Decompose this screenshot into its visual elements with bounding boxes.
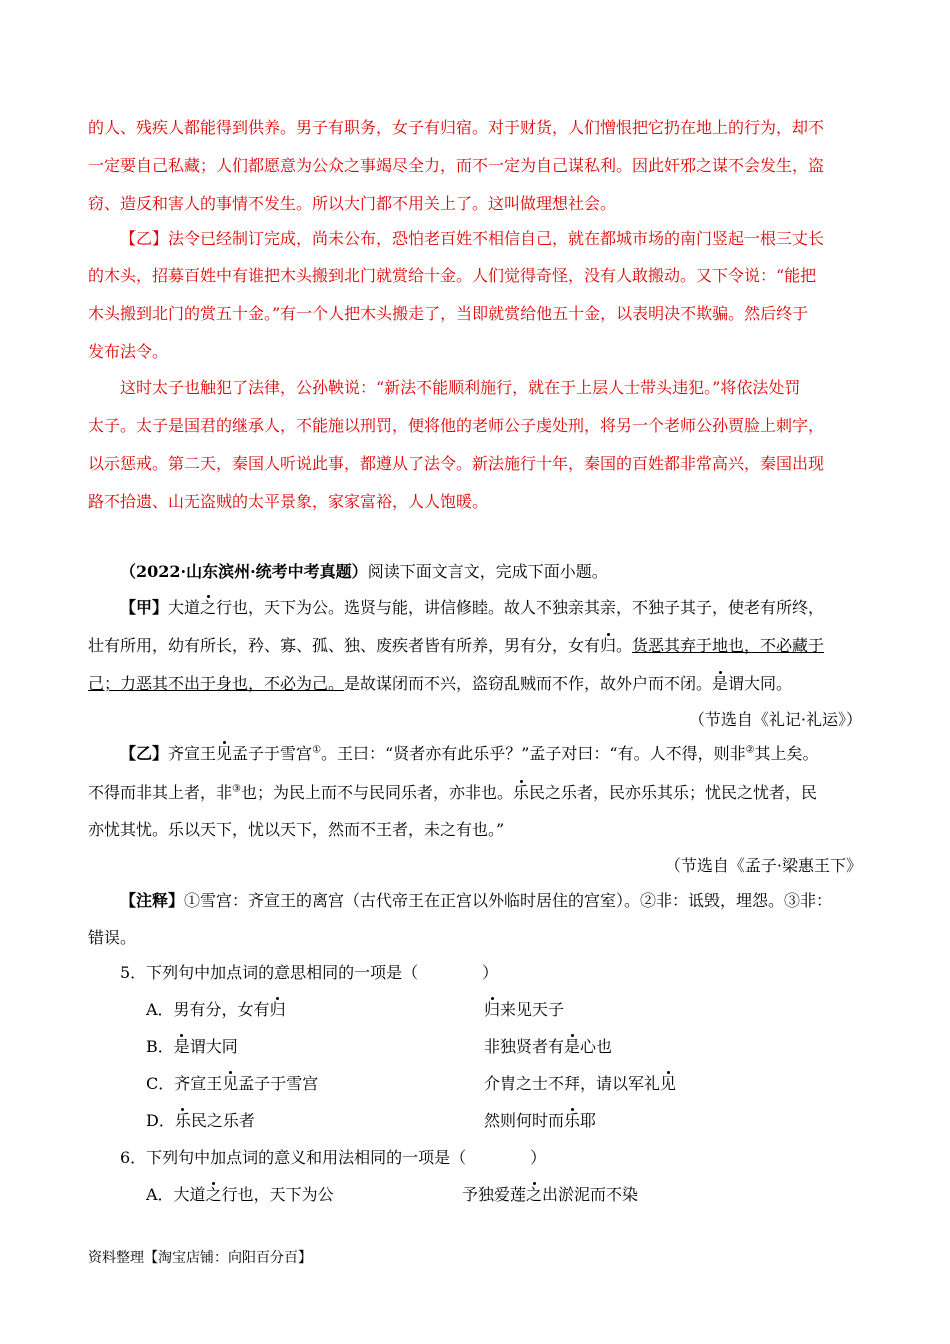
jia-line-2: 壮有所用，幼有所长，矜、寡、孤、独、废疾者皆有所养，男有分，女有归。货恶其弃于地也，不必藏于 [88, 636, 825, 655]
dotted-word: 之 [200, 598, 217, 617]
q5-option-a-right: 归来见天子 [484, 1000, 565, 1019]
translation-line: 太子。太子是国君的继承人，不能施以刑罚，便将他的老师公子虔处刑，将另一个老师公孙贾脸上刺字， [88, 416, 825, 435]
translation-line: 发布法令。 [88, 342, 169, 361]
page-footer: 资料整理【淘宝店铺：向阳百分百】 [88, 1250, 312, 1266]
dotted-word: 是 [712, 674, 729, 693]
jia-line-1: 【甲】大道之行也，天下为公。选贤与能，讲信修睦。故人不独亲其亲，不独子其子，使老有所终， [120, 598, 825, 617]
q5-option-d-right: 然则何时而乐耶 [484, 1111, 597, 1130]
translation-line: 一定要自己私藏；人们都愿意为公众之事竭尽全力，而不一定为自己谋私利。因此奸邪之谋不会发生，盗 [88, 156, 825, 175]
dotted-word: 乐 [513, 783, 530, 802]
q5-option-b-right: 非独贤者有是心也 [484, 1037, 613, 1056]
question-header [120, 562, 608, 582]
q5-option-c[interactable]: C．齐宣王见孟子于雪宫 [146, 1074, 319, 1093]
dotted-word: 见 [216, 744, 233, 763]
dotted-word: 归 [600, 636, 617, 655]
yi-line-1: 【乙】齐宣王见孟子于雪宫①。王曰：“贤者亦有此乐乎？”孟子对曰：“有。人不得，则非②其上矣。 [120, 744, 819, 763]
jia-source: （节选自《礼记·礼运》） [688, 710, 862, 729]
translation-line: 窃、造反和害人的事情不发生。所以大门都不用关上了。这叫做理想社会。 [88, 194, 617, 213]
q6-option-a[interactable]: A．大道之行也，天下为公 [146, 1185, 334, 1204]
q6-option-a-right: 予独爱莲之出淤泥而不染 [462, 1185, 639, 1204]
translation-line: 木头搬到北门的赏五十金。”有一个人把木头搬走了，当即就赏给他五十金，以表明决不欺骗。然后终于 [88, 304, 809, 323]
translation-line: 这时太子也触犯了法律，公孙鞅说：“新法不能顺利施行，就在于上层人士带头违犯。”将依法处罚 [120, 378, 801, 397]
yi-line-2: 不得而非其上者，非③也；为民上而不与民同乐者，亦非也。乐民之乐者，民亦乐其乐；忧民之忧者，民 [88, 783, 818, 802]
q5-option-b[interactable]: B．是谓大同 [146, 1037, 238, 1056]
yi-line-3: 亦忧其忧。乐以天下，忧以天下，然而不王者，未之有也。” [88, 820, 505, 839]
translation-line: 以示惩戒。第二天，秦国人听说此事，都遵从了法令。新法施行十年，秦国的百姓都非常高兴，秦国出现 [88, 454, 825, 473]
q5-option-a[interactable]: A．男有分，女有归 [146, 1000, 286, 1019]
translation-line: 路不拾遗、山无盗贼的太平景象，家家富裕，人人饱暖。 [88, 492, 489, 511]
instruction: 阅读下面文言文，完成下面小题。 [367, 562, 608, 581]
yi-source: （节选自《孟子·梁惠王下》 [664, 856, 862, 875]
underlined-text: 己；力恶其不出于身也，不必为己。 [88, 674, 345, 693]
q5-option-d[interactable]: D．乐民之乐者 [146, 1111, 255, 1130]
jia-line-3: 己；力恶其不出于身也，不必为己。是故谋闭而不兴，盗窃乱贼而不作，故外户而不闭。是谓大同。 [88, 674, 793, 693]
note-line-1: 【注释】①雪宫：齐宣王的离宫（古代帝王在正宫以外临时居住的宫室）。②非：诋毁，埋怨。③非： [120, 891, 833, 910]
question-6-stem: 6．下列句中加点词的意义和用法相同的一项是（ ） [120, 1148, 547, 1167]
translation-line: 【乙】法令已经制订完成，尚未公布，恐怕老百姓不相信自己，就在都城市场的南门竖起一根三丈长 [120, 229, 825, 248]
question-5-stem: 5．下列句中加点词的意思相同的一项是（ ） [120, 963, 499, 982]
translation-line: 的木头，招募百姓中有谁把木头搬到北门就赏给十金。人们觉得奇怪，没有人敢搬动。又下令说：“能把 [88, 266, 817, 285]
translation-line: 的人、残疾人都能得到供养。男子有职务，女子有归宿。对于财货，人们憎恨把它扔在地上的行为，却不 [88, 118, 825, 137]
underlined-text: 货恶其弃于地也，不必藏于 [632, 636, 825, 655]
source-label: （2022·山东滨州·统考中考真题） [120, 562, 368, 581]
note-line-2: 错误。 [88, 928, 137, 947]
q5-option-c-right: 介胄之士不拜，请以军礼见 [484, 1074, 677, 1093]
